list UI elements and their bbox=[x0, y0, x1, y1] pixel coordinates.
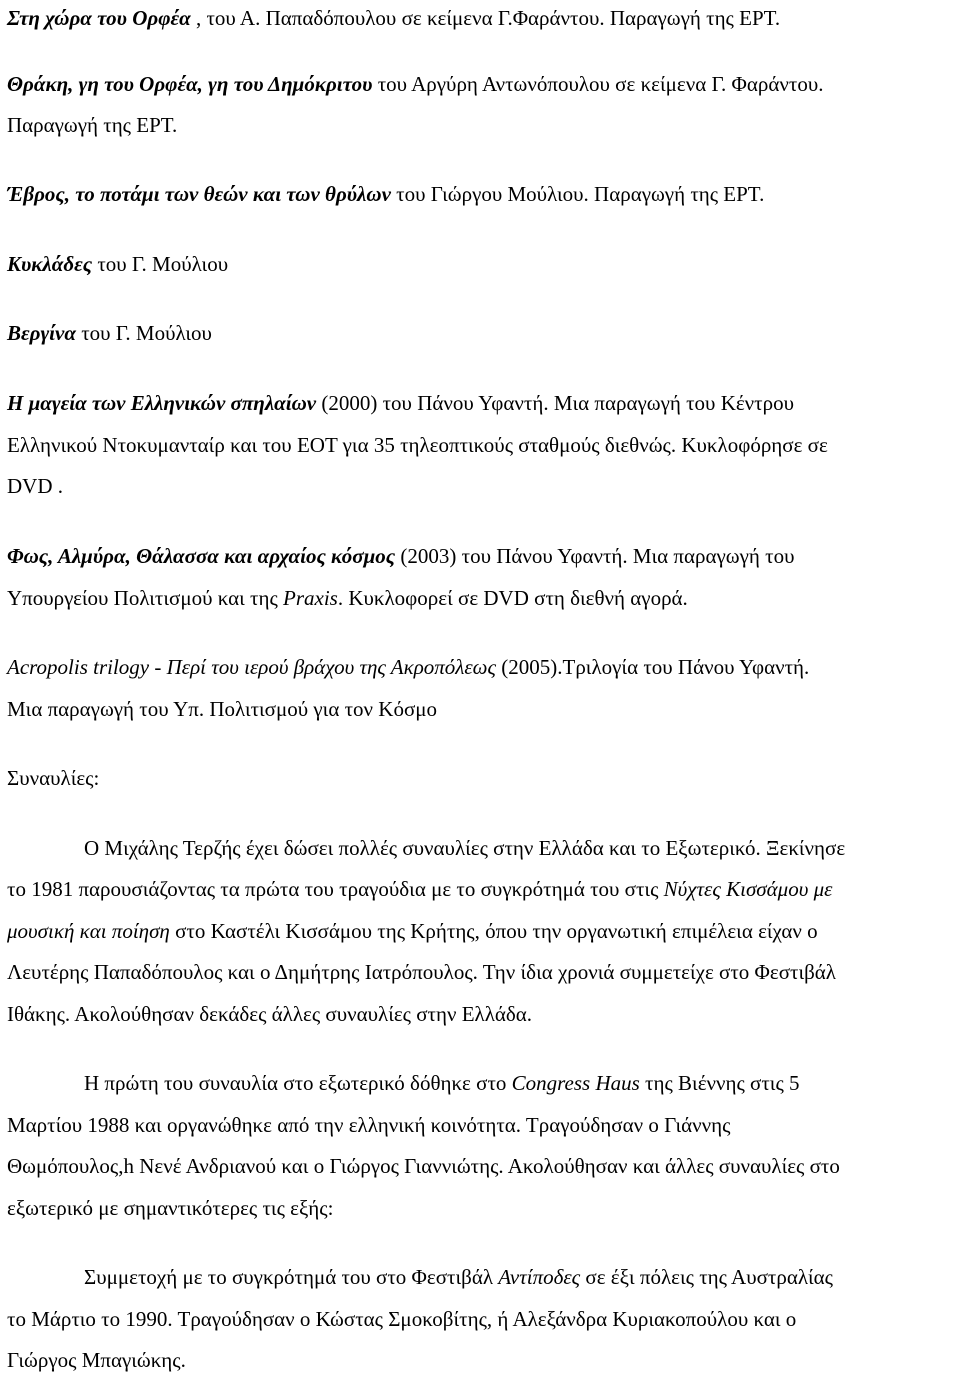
film-title: Κυκλάδες bbox=[7, 252, 93, 276]
film-entry bbox=[7, 653, 809, 681]
paragraph-text: στο Καστέλι Κισσάμου της Κρήτης, όπου την οργανωτική επιμέλεια είχαν ο bbox=[169, 919, 818, 943]
film-title: Φως, Αλμύρα, Θάλασσα και αρχαίος κόσμος bbox=[7, 544, 396, 568]
paragraph-line: το Μάρτιο το 1990. Τραγούδησαν ο Κώστας Σμοκοβίτης, ή Αλεξάνδρα Κυριακοπούλου και ο bbox=[7, 1307, 797, 1331]
film-entry bbox=[7, 389, 794, 417]
film-entry bbox=[7, 250, 228, 278]
film-details: του Γ. Μούλιου bbox=[92, 252, 229, 276]
film-details-text: . Κυκλοφορεί σε DVD στη διεθνή αγορά. bbox=[337, 586, 688, 610]
film-details-line: Ελληνικού Ντοκυμανταίρ και του ΕΟΤ για 35 τηλεοπτικούς σταθμούς διεθνώς. Κυκλοφόρησε σε bbox=[7, 433, 828, 457]
venue-name: Congress Haus bbox=[511, 1071, 640, 1095]
paragraph-line: Γιώργος Μπαγιώκης. bbox=[7, 1348, 186, 1372]
film-title: Θράκη, γη του Ορφέα, γη του Δημόκριτου bbox=[7, 72, 373, 96]
film-entry bbox=[7, 319, 212, 347]
film-entry bbox=[7, 180, 764, 208]
film-title: Στη χώρα του Ορφέα bbox=[7, 6, 191, 30]
paragraph-text: σε έξι πόλεις της Αυστραλίας bbox=[580, 1265, 833, 1289]
film-title: Acropolis trilogy - Περί του ιερού βράχου της Ακροπόλεως bbox=[7, 655, 497, 679]
paragraph-line: Μαρτίου 1988 και οργανώθηκε από την ελληνική κοινότητα. Τραγούδησαν ο Γιάννης bbox=[7, 1113, 731, 1137]
paragraph-line: εξωτερικό με σημαντικότερες τις εξής: bbox=[7, 1196, 334, 1220]
paragraph-text: το 1981 παρουσιάζοντας τα πρώτα του τραγούδια με το συγκρότημά του στις bbox=[7, 877, 664, 901]
film-details: (2000) του Πάνου Υφαντή. Μια παραγωγή του Κέντρου bbox=[316, 391, 794, 415]
paragraph-line: Λευτέρης Παπαδόπουλος και ο Δημήτρης Ιατρόπουλος. Την ίδια χρονιά συμμετείχε στο Φεστιβάλ bbox=[7, 960, 836, 984]
section-heading: Συναυλίες: bbox=[7, 766, 100, 790]
paragraph-line: Ο Μιχάλης Τερζής έχει δώσει πολλές συναυλίες στην Ελλάδα και το Εξωτερικό. Ξεκίνησε bbox=[84, 836, 846, 860]
festival-name: Αντίποδες bbox=[498, 1265, 581, 1289]
film-details-line bbox=[7, 584, 688, 612]
film-title: Η μαγεία των Ελληνικών σπηλαίων bbox=[7, 391, 317, 415]
film-details: , του Α. Παπαδόπουλου σε κείμενα Γ.Φαράντου. Παραγωγή της ΕΡΤ. bbox=[190, 6, 781, 30]
paragraph-text: Συμμετοχή με το συγκρότημά του στο Φεστιβάλ bbox=[84, 1265, 499, 1289]
film-details-line: DVD . bbox=[7, 474, 63, 498]
paragraph-line bbox=[84, 1069, 800, 1097]
film-title: Έβρος, το ποτάμι των θεών και των θρύλων bbox=[7, 182, 391, 206]
event-name: μουσική και ποίηση bbox=[7, 919, 170, 943]
paragraph-line bbox=[7, 875, 832, 903]
film-entry bbox=[7, 542, 794, 570]
film-details: του Γιώργου Μούλιου. Παραγωγή της ΕΡΤ. bbox=[390, 182, 765, 206]
film-details: του Γ. Μούλιου bbox=[75, 321, 212, 345]
paragraph-line bbox=[84, 1263, 833, 1291]
film-details: (2005).Τριλογία του Πάνου Υφαντή. bbox=[496, 655, 810, 679]
film-entry bbox=[7, 70, 823, 98]
paragraph-text: Η πρώτη του συναυλία στο εξωτερικό δόθηκε στο bbox=[84, 1071, 512, 1095]
film-details-text: Υπουργείου Πολιτισμού και της bbox=[7, 586, 284, 610]
paragraph-line bbox=[7, 917, 818, 945]
paragraph-line: Ιθάκης. Ακολούθησαν δεκάδες άλλες συναυλίες στην Ελλάδα. bbox=[7, 1002, 533, 1026]
event-name: Νύχτες Κισσάμου με bbox=[663, 877, 833, 901]
film-entry bbox=[7, 4, 780, 32]
film-details-line: Μια παραγωγή του Υπ. Πολιτισμού για τον Κόσμο bbox=[7, 697, 438, 721]
film-details-line: Παραγωγή της ΕΡΤ. bbox=[7, 113, 178, 137]
film-producer-name: Praxis bbox=[283, 586, 338, 610]
film-details: (2003) του Πάνου Υφαντή. Μια παραγωγή του bbox=[395, 544, 795, 568]
film-title: Βεργίνα bbox=[7, 321, 76, 345]
paragraph-text: της Βιέννης στις 5 bbox=[639, 1071, 800, 1095]
film-details: του Αργύρη Αντωνόπουλου σε κείμενα Γ. Φαράντου. bbox=[372, 72, 824, 96]
paragraph-line: Θωμόπουλος,h Νενέ Ανδριανού και ο Γιώργος Γιαννιώτης. Ακολούθησαν και άλλες συναυλίες στο bbox=[7, 1154, 840, 1178]
